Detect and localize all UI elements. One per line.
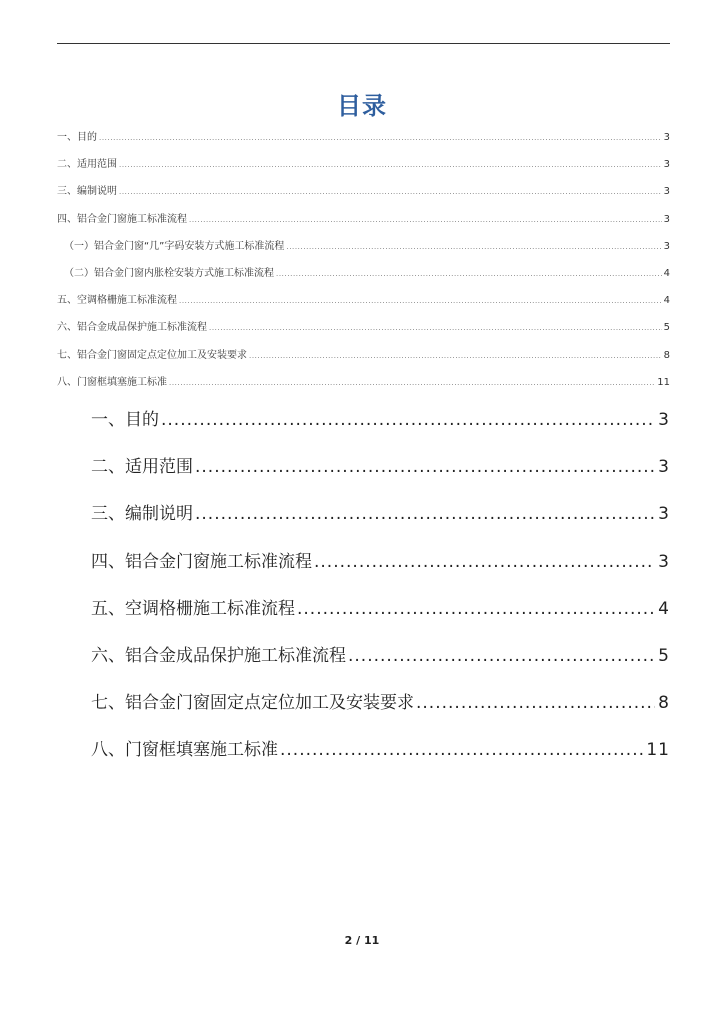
toc-leader-dots (179, 297, 662, 305)
toc-entry-label: 一、目的 (91, 410, 159, 430)
toc-entry-label: 三、编制说明 (91, 504, 193, 525)
toc-leader-dots (276, 270, 662, 278)
toc-leader-dots (249, 352, 662, 360)
toc-leader-dots (195, 504, 655, 524)
toc-subentry[interactable] (57, 237, 670, 264)
toc-large-entry[interactable] (91, 688, 670, 735)
toc-entry-page: 5 (663, 322, 670, 334)
toc-leader-dots (119, 161, 662, 169)
toc-leader-dots (286, 243, 661, 251)
toc-entry-label: 五、空调格栅施工标准流程 (91, 598, 295, 619)
toc-entry[interactable] (57, 128, 670, 155)
toc-large-entry[interactable] (91, 499, 670, 546)
toc-entry-label: 二、适用范围 (57, 159, 117, 171)
toc-entry-label: 八、门窗框填塞施工标准 (91, 740, 278, 761)
toc-entry-label: 四、铝合金门窗施工标准流程 (91, 551, 312, 572)
toc-large-entry[interactable] (91, 452, 670, 499)
toc-entry-page: 5 (658, 645, 670, 666)
toc-entry[interactable] (57, 210, 670, 237)
toc-entry-label: 六、铝合金成品保护施工标准流程 (57, 322, 207, 334)
toc-entry-page: 3 (663, 132, 670, 143)
toc-entry-page: 4 (658, 598, 670, 619)
toc-entry-label: 四、铝合金门窗施工标准流程 (57, 213, 187, 225)
toc-entry-label: 七、铝合金门窗固定点定位加工及安装要求 (57, 349, 247, 361)
toc-entry-page: 3 (663, 186, 670, 198)
toc-leader-dots (280, 740, 643, 760)
toc-entry[interactable] (57, 182, 670, 209)
toc-entry-label: 一、目的 (57, 132, 97, 143)
toc-title: 目录 (337, 92, 387, 120)
toc-entry-page: 8 (658, 693, 670, 714)
toc-entry-page: 3 (658, 551, 670, 572)
toc-large-entry[interactable] (91, 735, 670, 782)
toc-entry-page: 3 (658, 504, 670, 525)
toc-entry-page: 3 (658, 457, 670, 478)
toc-entry-page: 3 (663, 159, 670, 171)
toc-entry-page: 11 (657, 376, 670, 388)
toc-entry[interactable] (57, 373, 670, 400)
toc-small-list (57, 128, 670, 400)
toc-entry-page: 4 (663, 267, 670, 279)
toc-entry-page: 3 (663, 240, 670, 252)
toc-entry-label: 三、编制说明 (57, 186, 117, 198)
toc-entry-label: 七、铝合金门窗固定点定位加工及安装要求 (91, 693, 414, 714)
toc-large-entry[interactable] (91, 405, 670, 452)
toc-entry-label: 二、适用范围 (91, 457, 193, 478)
toc-entry-page: 8 (663, 349, 670, 361)
toc-entry-label: 五、空调格栅施工标准流程 (57, 295, 177, 307)
toc-leader-dots (99, 134, 662, 142)
toc-entry-label: （一）铝合金门窗“几”字码安装方式施工标准流程 (64, 240, 285, 252)
toc-leader-dots (416, 693, 655, 713)
toc-leader-dots (119, 188, 662, 196)
toc-entry[interactable] (57, 291, 670, 318)
toc-entry[interactable] (57, 318, 670, 345)
toc-large-entry[interactable] (91, 547, 670, 594)
page-number: 2 / 11 (344, 934, 380, 947)
toc-entry-page: 3 (663, 213, 670, 225)
toc-entry[interactable] (57, 346, 670, 373)
toc-entry-label: 八、门窗框填塞施工标准 (57, 376, 167, 388)
toc-entry[interactable] (57, 155, 670, 182)
toc-leader-dots (314, 552, 655, 572)
toc-entry-label: （二）铝合金门窗内胀栓安装方式施工标准流程 (64, 267, 274, 279)
toc-leader-dots (169, 379, 655, 387)
toc-leader-dots (195, 457, 655, 477)
toc-subentry[interactable] (57, 264, 670, 291)
toc-entry-page: 11 (646, 740, 670, 761)
toc-large-entry[interactable] (91, 594, 670, 641)
toc-leader-dots (189, 216, 662, 224)
toc-entry-page: 3 (658, 410, 670, 430)
toc-leader-dots (161, 410, 655, 430)
toc-large-entry[interactable] (91, 641, 670, 688)
toc-large-list (91, 405, 670, 783)
toc-leader-dots (348, 646, 655, 666)
toc-leader-dots (297, 599, 655, 619)
toc-entry-page: 4 (663, 295, 670, 307)
header-rule (57, 43, 670, 44)
toc-entry-label: 六、铝合金成品保护施工标准流程 (91, 645, 346, 666)
toc-leader-dots (209, 324, 662, 332)
